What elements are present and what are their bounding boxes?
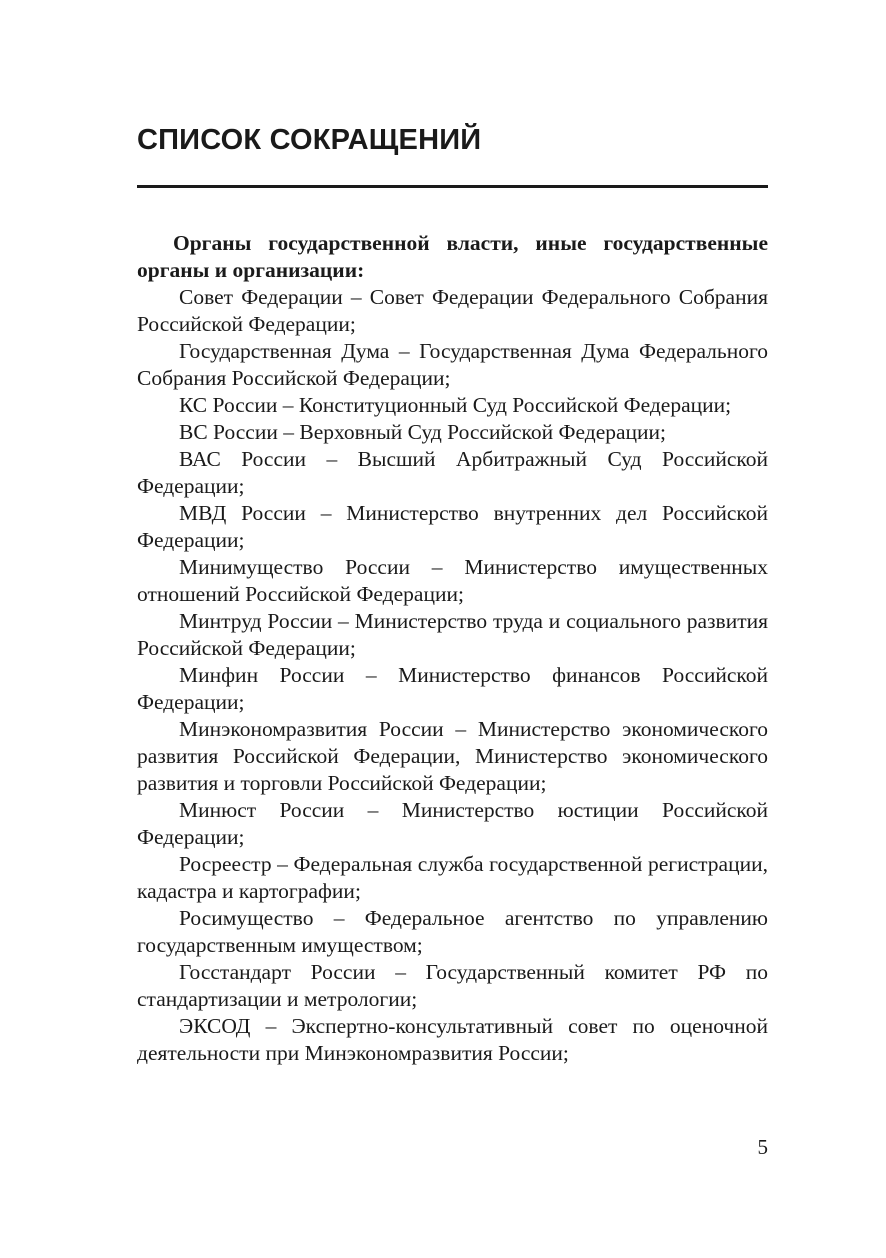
abbreviation-entry-rosimushchestvo: Росимущество – Федеральное агентство по управлению государственным имуществом; bbox=[137, 906, 768, 957]
abbreviation-entry-rosreestr: Росреестр – Федеральная служба государственной регистрации, кадастра и картографии; bbox=[137, 852, 768, 903]
abbreviation-entry-vs-rossii: ВС России – Верховный Суд Российской Федерации; bbox=[179, 420, 667, 444]
abbreviation-entry-gosstandart: Госстандарт России – Государственный комитет РФ по стандартизации и метрологии; bbox=[137, 960, 768, 1011]
abbreviation-entry-eksod: ЭКСОД – Экспертно-консультативный совет по оценочной деятельности при Минэкономразвития России; bbox=[137, 1014, 768, 1065]
abbreviations-section bbox=[137, 230, 768, 1067]
abbreviation-entry-minekonomrazvitiya: Минэкономразвития России – Министерство экономического развития Российской Федерации, Министерство экономического развития и торговли Российской Федерации; bbox=[137, 717, 768, 795]
abbreviation-entry-minfin: Минфин России – Министерство финансов Российской Федерации; bbox=[137, 663, 768, 714]
abbreviation-entry-minyust: Минюст России – Министерство юстиции Российской Федерации; bbox=[137, 798, 768, 849]
abbreviation-entry-ks-rossii: КС России – Конституционный Суд Российской Федерации; bbox=[179, 393, 732, 417]
abbreviation-list bbox=[137, 284, 768, 1067]
page-number: 5 bbox=[757, 1135, 768, 1159]
title-divider bbox=[137, 185, 768, 188]
abbreviation-entry-minimushchestvo: Минимущество России – Министерство имущественных отношений Российской Федерации; bbox=[137, 555, 768, 606]
abbreviation-entry-mvd-rossii: МВД России – Министерство внутренних дел Российской Федерации; bbox=[137, 501, 768, 552]
page-title: СПИСОК СОКРАЩЕНИЙ bbox=[137, 124, 482, 156]
abbreviation-entry-gosudarstvennaya-duma: Государственная Дума – Государственная Дума Федерального Собрания Российской Федерации; bbox=[137, 339, 768, 390]
section-heading: Органы государственной власти, иные государственные органы и организации: bbox=[137, 231, 768, 282]
abbreviation-entry-vas-rossii: ВАС России – Высший Арбитражный Суд Российской Федерации; bbox=[137, 447, 768, 498]
abbreviation-entry-sovet-federacii: Совет Федерации – Совет Федерации Федерального Собрания Российской Федерации; bbox=[137, 285, 768, 336]
abbreviation-entry-mintrud: Минтруд России – Министерство труда и социального развития Российской Федерации; bbox=[137, 609, 768, 660]
